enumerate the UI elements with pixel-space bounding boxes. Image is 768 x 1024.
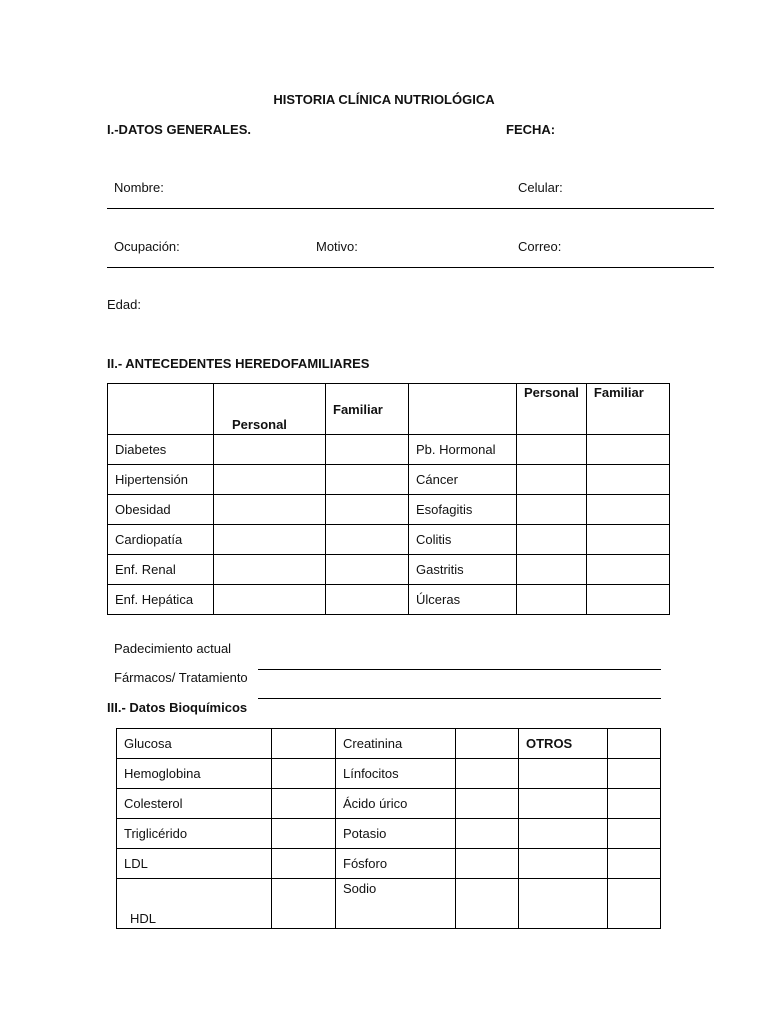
value-cell[interactable] (272, 819, 336, 849)
section-datos-generales-heading: I.-DATOS GENERALES. (107, 122, 251, 137)
value-cell[interactable] (456, 759, 519, 789)
header-familiar-right: Familiar (586, 384, 669, 435)
value-cell[interactable] (608, 729, 661, 759)
section-bioquimicos-heading: III.- Datos Bioquímicos (107, 700, 248, 715)
antecedentes-header-row (108, 384, 670, 435)
checkbox-cell[interactable] (586, 555, 669, 585)
checkbox-cell[interactable] (326, 525, 409, 555)
table-row (117, 729, 661, 759)
value-cell[interactable] (456, 789, 519, 819)
checkbox-cell[interactable] (326, 495, 409, 525)
padecimiento-label: Padecimiento actual (114, 641, 232, 656)
nombre-label: Nombre: (114, 180, 164, 195)
lab-label: Colesterol (117, 789, 272, 819)
checkbox-cell[interactable] (214, 555, 326, 585)
condition-label: Cáncer (409, 465, 517, 495)
lab-label: Sodio (336, 879, 456, 929)
header-personal-right: Personal (517, 384, 587, 435)
value-cell[interactable] (456, 879, 519, 929)
farmacos-label: Fármacos/ Tratamiento (114, 670, 248, 685)
bioquimicos-table (116, 728, 661, 929)
lab-label: LDL (117, 849, 272, 879)
checkbox-cell[interactable] (517, 495, 587, 525)
checkbox-cell[interactable] (517, 525, 587, 555)
table-row (108, 585, 670, 615)
condition-label: Gastritis (409, 555, 517, 585)
condition-label: Colitis (409, 525, 517, 555)
condition-label: Obesidad (108, 495, 214, 525)
value-cell[interactable] (272, 849, 336, 879)
checkbox-cell[interactable] (517, 555, 587, 585)
lab-label: Triglicérido (117, 819, 272, 849)
motivo-label: Motivo: (316, 239, 358, 254)
lab-label: Hemoglobina (117, 759, 272, 789)
value-cell[interactable] (272, 879, 336, 929)
checkbox-cell[interactable] (517, 465, 587, 495)
table-row (117, 849, 661, 879)
table-row (117, 819, 661, 849)
table-row (117, 789, 661, 819)
value-cell[interactable] (272, 789, 336, 819)
checkbox-cell[interactable] (326, 465, 409, 495)
checkbox-cell[interactable] (586, 525, 669, 555)
lab-label: Línfocitos (336, 759, 456, 789)
checkbox-cell[interactable] (586, 495, 669, 525)
celular-label: Celular: (518, 180, 563, 195)
value-cell[interactable] (272, 759, 336, 789)
table-row (108, 555, 670, 585)
antecedentes-table (107, 383, 670, 615)
condition-label: Enf. Hepática (108, 585, 214, 615)
lab-label: Ácido úrico (336, 789, 456, 819)
value-cell[interactable] (608, 879, 661, 929)
lab-label: Creatinina (336, 729, 456, 759)
checkbox-cell[interactable] (214, 525, 326, 555)
section-antecedentes-heading: II.- ANTECEDENTES HEREDOFAMILIARES (107, 356, 370, 371)
value-cell[interactable] (608, 819, 661, 849)
value-cell[interactable] (608, 849, 661, 879)
checkbox-cell[interactable] (214, 585, 326, 615)
checkbox-cell[interactable] (214, 465, 326, 495)
checkbox-cell[interactable] (326, 585, 409, 615)
nombre-line[interactable] (107, 208, 714, 209)
header-empty-cell (108, 384, 214, 435)
checkbox-cell[interactable] (326, 555, 409, 585)
condition-label: Diabetes (108, 435, 214, 465)
condition-label: Úlceras (409, 585, 517, 615)
ocupacion-label: Ocupación: (114, 239, 180, 254)
checkbox-cell[interactable] (586, 465, 669, 495)
correo-label: Correo: (518, 239, 562, 254)
table-row (108, 435, 670, 465)
checkbox-cell[interactable] (586, 435, 669, 465)
value-cell[interactable] (608, 759, 661, 789)
table-row (117, 879, 661, 929)
header-familiar-left: Familiar (326, 384, 409, 435)
table-row (108, 495, 670, 525)
checkbox-cell[interactable] (586, 585, 669, 615)
checkbox-cell[interactable] (214, 495, 326, 525)
lab-label: HDL (117, 879, 272, 929)
ocupacion-line[interactable] (107, 267, 714, 268)
table-row (108, 465, 670, 495)
value-cell[interactable] (608, 789, 661, 819)
otros-cell[interactable] (519, 819, 608, 849)
value-cell[interactable] (456, 849, 519, 879)
lab-label: Fósforo (336, 849, 456, 879)
value-cell[interactable] (272, 729, 336, 759)
condition-label: Cardiopatía (108, 525, 214, 555)
value-cell[interactable] (456, 819, 519, 849)
checkbox-cell[interactable] (214, 435, 326, 465)
checkbox-cell[interactable] (326, 435, 409, 465)
otros-cell[interactable] (519, 789, 608, 819)
lab-label: Potasio (336, 819, 456, 849)
checkbox-cell[interactable] (517, 585, 587, 615)
edad-label: Edad: (107, 297, 141, 312)
condition-label: Esofagitis (409, 495, 517, 525)
table-row (117, 759, 661, 789)
page-title: HISTORIA CLÍNICA NUTRIOLÓGICA (273, 92, 495, 107)
table-row (108, 525, 670, 555)
otros-header: OTROS (519, 729, 608, 759)
otros-cell[interactable] (519, 879, 608, 929)
otros-cell[interactable] (519, 759, 608, 789)
farmacos-line[interactable] (258, 698, 661, 699)
lab-label: Glucosa (117, 729, 272, 759)
header-personal-left: Personal (214, 384, 326, 435)
otros-cell[interactable] (519, 849, 608, 879)
header-empty-cell (409, 384, 517, 435)
condition-label: Enf. Renal (108, 555, 214, 585)
padecimiento-line[interactable] (258, 669, 661, 670)
fecha-label: FECHA: (506, 122, 556, 137)
checkbox-cell[interactable] (517, 435, 587, 465)
condition-label: Hipertensión (108, 465, 214, 495)
value-cell[interactable] (456, 729, 519, 759)
condition-label: Pb. Hormonal (409, 435, 517, 465)
